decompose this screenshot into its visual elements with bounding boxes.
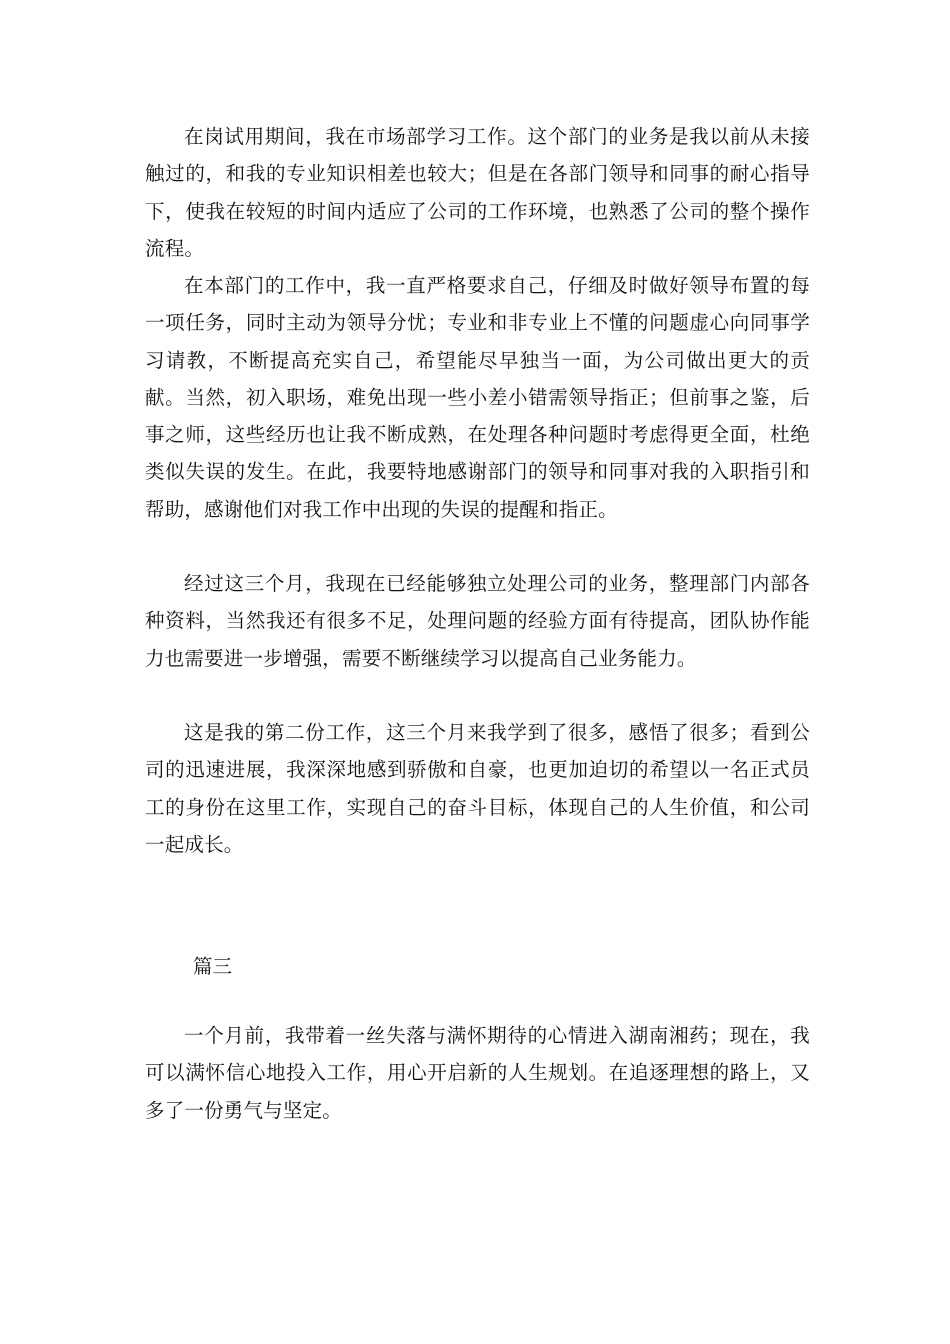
- paragraph-one-month-ago: 一个月前，我带着一丝失落与满怀期待的心情进入湖南湘药；现在，我可以满怀信心地投入工作，用心开启新的人生规划。在追逐理想的路上，又多了一份勇气与坚定。: [145, 1024, 810, 1122]
- paragraph-department-work: 在本部门的工作中，我一直严格要求自己，仔细及时做好领导布置的每一项任务，同时主动为领导分忧；专业和非专业上不懂的问题虚心向同事学习请教，不断提高充实自己，希望能尽早独当一面，为公司做出更大的贡献。当然，初入职场，难免出现一些小差小错需领导指正；但前事之鉴，后事之师，这些经历也让我不断成熟，在处理各种问题时考虑得更全面，杜绝类似失误的发生。在此，我要特地感谢部门的领导和同事对我的入职指引和帮助，感谢他们对我工作中出现的失误的提醒和指正。: [145, 274, 810, 521]
- section-heading: 篇三: [193, 955, 233, 978]
- paragraph-second-job: 这是我的第二份工作，这三个月来我学到了很多，感悟了很多；看到公司的迅速进展，我深深地感到骄傲和自豪，也更加迫切的希望以一名正式员工的身份在这里工作，实现自己的奋斗目标，体现自己的人生价值，和公司一起成长。: [145, 721, 810, 856]
- paragraph-three-months: 经过这三个月，我现在已经能够独立处理公司的业务，整理部门内部各种资料，当然我还有很多不足，处理问题的经验方面有待提高，团队协作能力也需要进一步增强，需要不断继续学习以提高自己业务能力。: [145, 572, 810, 670]
- paragraph-probation-period: 在岗试用期间，我在市场部学习工作。这个部门的业务是我以前从未接触过的，和我的专业知识相差也较大；但是在各部门领导和同事的耐心指导下，使我在较短的时间内适应了公司的工作环境，也熟悉了公司的整个操作流程。: [145, 125, 810, 260]
